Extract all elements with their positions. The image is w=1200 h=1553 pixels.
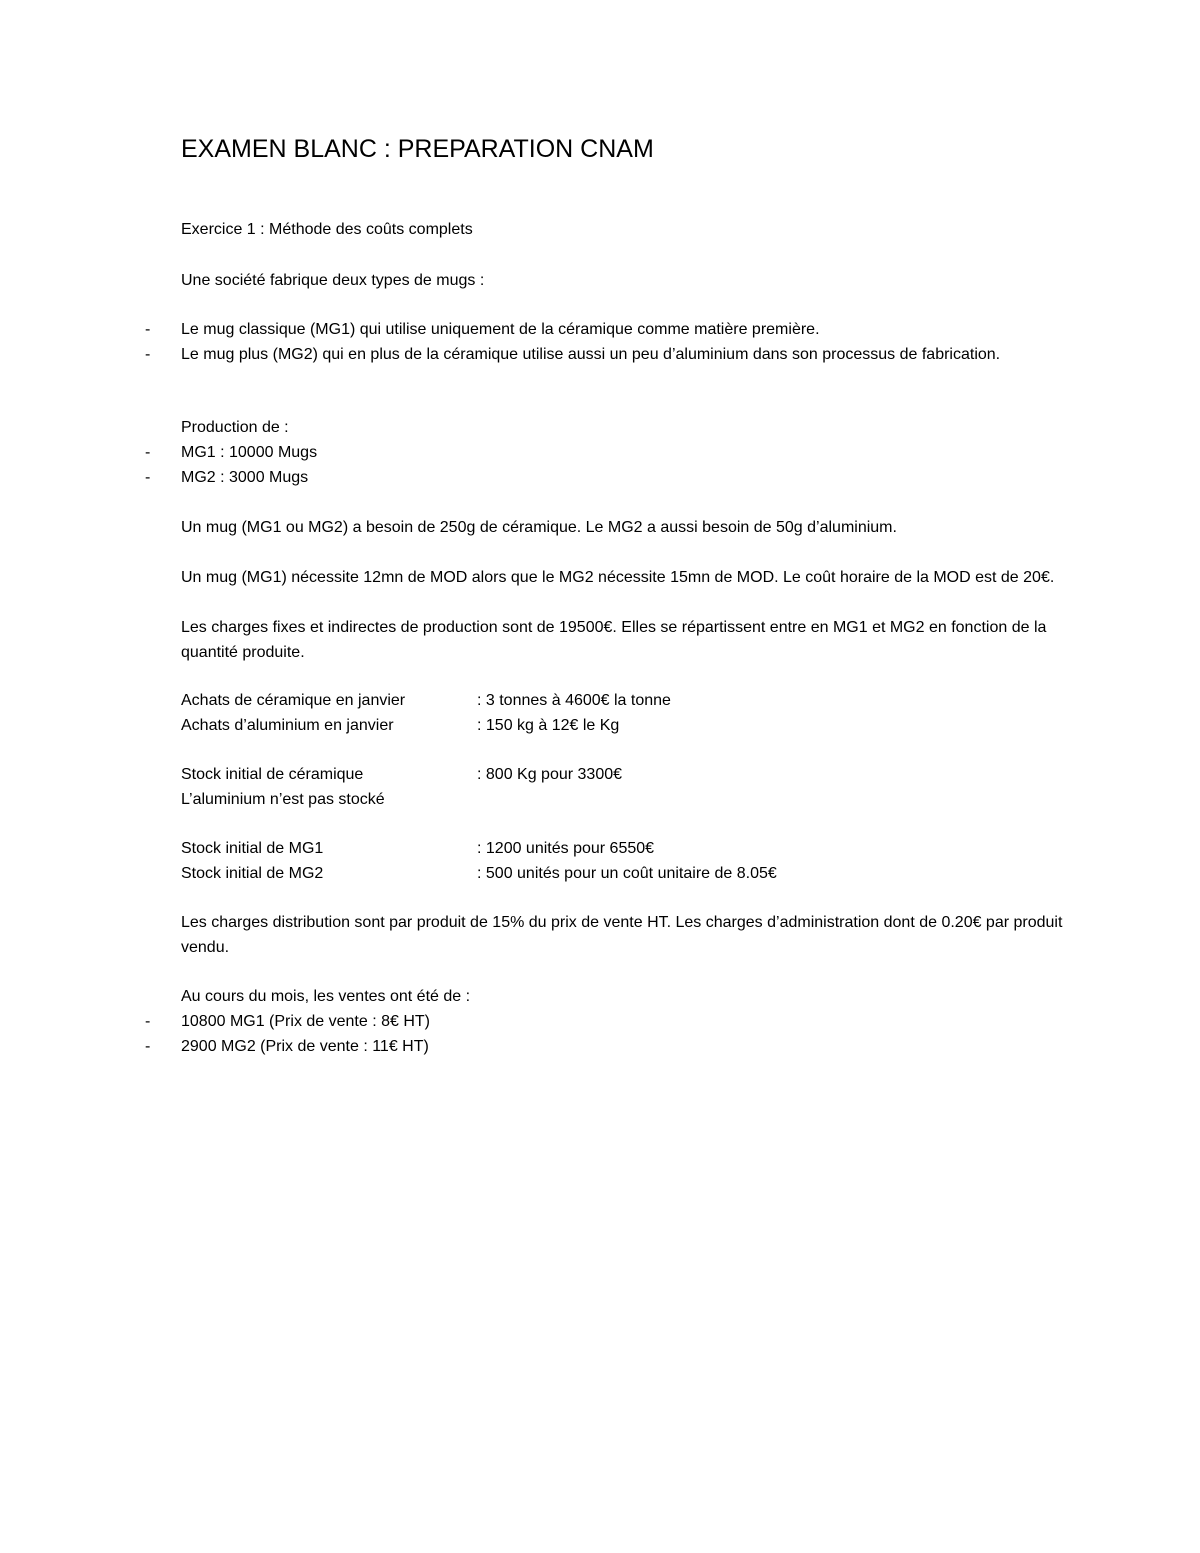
aluminium-note: L’aluminium n’est pas stocké [181, 791, 385, 808]
list-item: - 10800 MG1 (Prix de vente : 8€ HT) [145, 1009, 1081, 1034]
stock-row: Stock initial de céramique : 800 Kg pour 3300€ [181, 766, 623, 783]
bullet-dash: - [145, 346, 151, 363]
intro-text: Une société fabrique deux types de mugs : [181, 272, 485, 289]
list-item: - 2900 MG2 (Prix de vente : 11€ HT) [145, 1034, 1081, 1059]
mug-types-list [145, 317, 1081, 367]
list-item: - Le mug plus (MG2) qui en plus de la céramique utilise aussi un peu d’aluminium dans son processus de fabrication. [145, 342, 1081, 367]
bullet-dash: - [145, 321, 151, 338]
production-heading: Production de : [181, 419, 289, 436]
materials-paragraph: Un mug (MG1 ou MG2) a besoin de 250g de céramique. Le MG2 a aussi besoin de 50g d’aluminium. [181, 519, 897, 536]
sales-heading: Au cours du mois, les ventes ont été de : [181, 988, 471, 1005]
document-title: EXAMEN BLANC : PREPARATION CNAM [181, 135, 654, 163]
bullet-dash: - [145, 469, 151, 486]
bullet-dash: - [145, 444, 151, 461]
production-list [145, 440, 1081, 490]
ceramic-stock-section [181, 762, 1081, 812]
product-stock-section [181, 836, 1081, 886]
labor-paragraph: Un mug (MG1) nécessite 12mn de MOD alors que le MG2 nécessite 15mn de MOD. Le coût horaire de la MOD est de 20€. [181, 569, 1055, 586]
sales-list [145, 1009, 1081, 1059]
list-item: - MG2 : 3000 Mugs [145, 465, 1081, 490]
bullet-dash: - [145, 1013, 151, 1030]
list-item: - MG1 : 10000 Mugs [145, 440, 1081, 465]
stock-row: Stock initial de MG2 : 500 unités pour un coût unitaire de 8.05€ [181, 865, 777, 882]
stock-row: Stock initial de MG1 : 1200 unités pour 6550€ [181, 840, 655, 857]
list-item: - Le mug classique (MG1) qui utilise uniquement de la céramique comme matière première. [145, 317, 1081, 342]
purchase-row: Achats d’aluminium en janvier : 150 kg à 12€ le Kg [181, 717, 620, 734]
fixed-charges-paragraph: Les charges fixes et indirectes de production sont de 19500€. Elles se répartissent entre en MG1 et MG2 en fonction de la quantité produite. [181, 619, 1047, 661]
purchase-row: Achats de céramique en janvier : 3 tonnes à 4600€ la tonne [181, 692, 671, 709]
distribution-paragraph: Les charges distribution sont par produit de 15% du prix de vente HT. Les charges d’administration dont de 0.20€ par produit vendu. [181, 914, 1063, 956]
bullet-dash: - [145, 1038, 151, 1055]
purchases-section [181, 688, 1081, 738]
exercise-heading: Exercice 1 : Méthode des coûts complets [181, 221, 473, 238]
